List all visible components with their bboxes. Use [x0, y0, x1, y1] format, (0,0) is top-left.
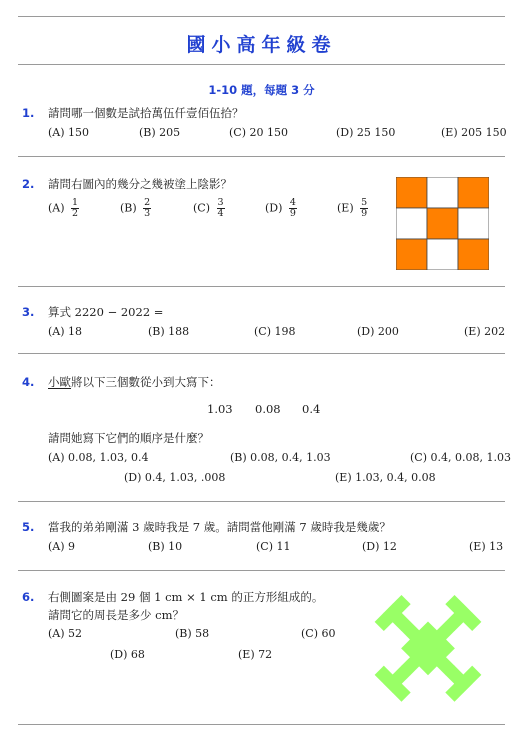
- unshaded-cell: [458, 208, 489, 239]
- cross-shape: [364, 588, 492, 708]
- question-text-rest: 將以下三個數從小到大寫下：: [71, 375, 221, 389]
- option-label: (D): [265, 201, 283, 215]
- option-a[interactable]: (A) 18: [48, 325, 83, 338]
- fraction: [289, 198, 297, 219]
- top-rule: [18, 16, 505, 17]
- option-d[interactable]: (D) 200: [357, 325, 399, 338]
- question-text: 請問哪一個數是試拾萬伍仟壹佰伍拾？: [48, 106, 244, 120]
- option-b[interactable]: [120, 198, 151, 219]
- divider: [18, 501, 505, 502]
- divider: [18, 286, 505, 287]
- question-number: 2.: [22, 177, 35, 191]
- option-label: (C): [193, 201, 210, 215]
- question-number: 4.: [22, 375, 35, 389]
- shaded-cell: [396, 177, 427, 208]
- shaded-cell: [458, 239, 489, 270]
- fraction: [71, 198, 79, 219]
- shaded-cell: [427, 208, 458, 239]
- question-text: 請問她寫下它們的順序是什麼？: [48, 431, 209, 445]
- numerator: 4: [289, 197, 296, 208]
- section-heading: 1-10 題，每題 3 分: [208, 83, 315, 97]
- option-a[interactable]: (A) 9: [48, 540, 76, 553]
- shaded-cell: [396, 239, 427, 270]
- option-a[interactable]: [48, 198, 79, 219]
- fraction: [143, 198, 151, 219]
- option-d[interactable]: (D) 12: [362, 540, 397, 553]
- option-c[interactable]: (C) 198: [254, 325, 296, 338]
- option-e[interactable]: (E) 1.03, 0.4, 0.08: [335, 471, 436, 484]
- divider: [18, 353, 505, 354]
- number-item: 0.4: [302, 402, 321, 416]
- question-number: 5.: [22, 520, 35, 534]
- option-c[interactable]: [193, 198, 225, 219]
- option-d[interactable]: (D) 25 150: [336, 126, 396, 139]
- page-title: 國小高年級卷: [186, 34, 337, 56]
- option-b[interactable]: (B) 58: [175, 627, 210, 640]
- question-number: 1.: [22, 106, 35, 120]
- denominator: 2: [72, 208, 79, 219]
- option-b[interactable]: (B) 188: [148, 325, 190, 338]
- option-label: (B): [120, 201, 137, 215]
- bottom-rule: [18, 724, 505, 725]
- option-c[interactable]: (C) 0.4, 0.08, 1.03: [410, 451, 511, 464]
- question-text: 右側圖案是由 29 個 1 cm × 1 cm 的正方形組成的。: [48, 590, 324, 604]
- unshaded-cell: [427, 239, 458, 270]
- denominator: 9: [289, 208, 296, 219]
- option-a[interactable]: (A) 52: [48, 627, 83, 640]
- unshaded-cell: [396, 208, 427, 239]
- fraction: [360, 198, 368, 219]
- unshaded-cell: [427, 177, 458, 208]
- shaded-grid-figure: [396, 177, 489, 270]
- question-text: 請問右圖內的幾分之幾被塗上陰影？: [48, 177, 232, 191]
- option-c[interactable]: (C) 11: [256, 540, 291, 553]
- numerator: 3: [217, 197, 224, 208]
- option-label: (A): [48, 201, 65, 215]
- denominator: 3: [144, 208, 151, 219]
- option-a[interactable]: (A) 150: [48, 126, 90, 139]
- divider: [18, 156, 505, 157]
- question-text: [48, 374, 221, 390]
- question-text: 當我的弟弟剛滿 3 歲時我是 7 歲。請問當他剛滿 7 歲時我是幾歲？: [48, 520, 391, 534]
- question-number: 3.: [22, 305, 35, 319]
- option-e[interactable]: (E) 72: [238, 648, 273, 661]
- denominator: 4: [217, 208, 224, 219]
- option-d[interactable]: (D) 0.4, 1.03, .008: [124, 471, 226, 484]
- question-text: 算式 2220 − 2022 =: [48, 305, 164, 319]
- numerator: 1: [72, 197, 79, 208]
- numerator: 5: [361, 197, 368, 208]
- title-rule: [18, 64, 505, 65]
- option-label: (E): [337, 201, 354, 215]
- option-b[interactable]: (B) 0.08, 0.4, 1.03: [230, 451, 331, 464]
- option-c[interactable]: (C) 20 150: [229, 126, 288, 139]
- option-b[interactable]: (B) 205: [139, 126, 181, 139]
- number-item: 0.08: [255, 402, 281, 416]
- option-e[interactable]: [337, 198, 368, 219]
- option-b[interactable]: (B) 10: [148, 540, 183, 553]
- option-d[interactable]: (D) 68: [110, 648, 145, 661]
- fraction: [217, 198, 225, 219]
- option-e[interactable]: (E) 13: [469, 540, 504, 553]
- option-e[interactable]: (E) 205 150: [441, 126, 507, 139]
- question-text: 請問它的周長是多少 cm？: [48, 608, 184, 622]
- numerator: 2: [144, 197, 151, 208]
- option-c[interactable]: (C) 60: [301, 627, 336, 640]
- divider: [18, 570, 505, 571]
- green-cross-figure: [364, 588, 492, 708]
- denominator: 9: [361, 208, 368, 219]
- number-item: 1.03: [207, 402, 233, 416]
- question-number: 6.: [22, 590, 35, 604]
- option-d[interactable]: [265, 198, 297, 219]
- option-a[interactable]: (A) 0.08, 1.03, 0.4: [48, 451, 149, 464]
- option-e[interactable]: (E) 202: [464, 325, 506, 338]
- shaded-cell: [458, 177, 489, 208]
- person-name: 小歐: [48, 375, 71, 389]
